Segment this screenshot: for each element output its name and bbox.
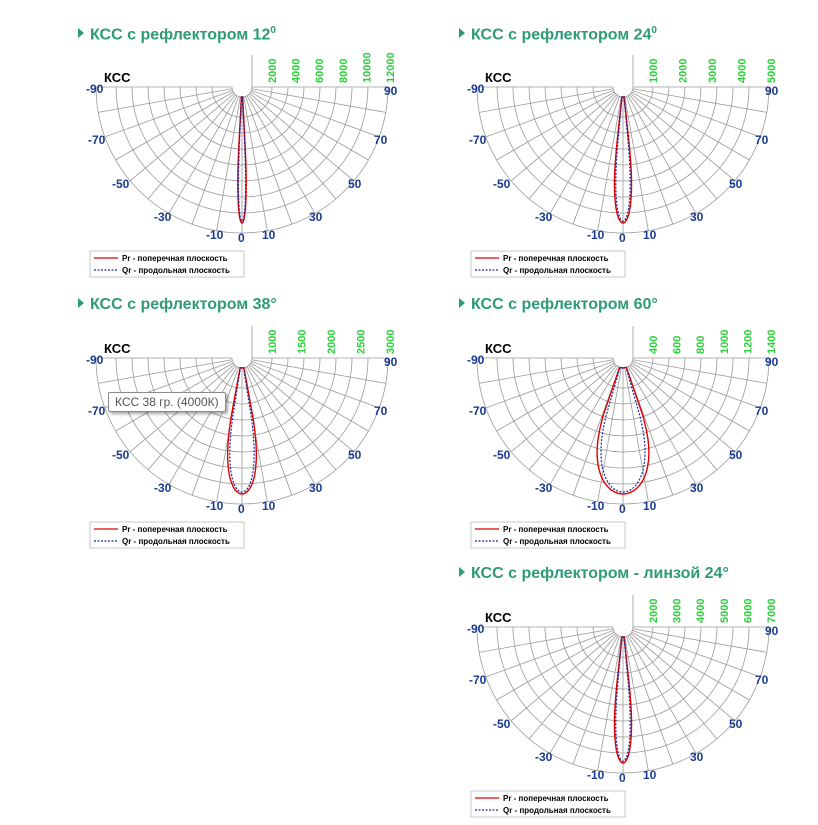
angle-label: 90 <box>765 355 779 369</box>
grid-spoke--50 <box>511 633 615 720</box>
grid-spoke--20 <box>573 96 620 224</box>
grid-spoke-80 <box>252 360 386 384</box>
angle-label: -50 <box>493 448 511 462</box>
angle-label: -10 <box>587 499 605 513</box>
intensity-tick-label: 1000 <box>648 58 660 83</box>
chart-heading: КСС <box>485 610 512 625</box>
grid-spoke--50 <box>511 364 615 451</box>
angle-label: 70 <box>374 133 388 147</box>
grid-spoke-40 <box>629 366 716 470</box>
chart-legend <box>471 522 625 548</box>
grid-spoke--70 <box>486 361 614 408</box>
intensity-tick-label: 600 <box>671 335 684 354</box>
grid-spoke--80 <box>479 629 613 653</box>
grid-spoke--10 <box>598 637 622 771</box>
angle-label: 0 <box>619 771 626 785</box>
grid-spoke-40 <box>248 95 335 199</box>
grid-spoke-50 <box>631 364 735 451</box>
angle-label: 0 <box>619 502 626 516</box>
angle-label: -10 <box>206 228 224 242</box>
angle-label: 10 <box>643 499 657 513</box>
angle-label: 90 <box>765 624 779 638</box>
angle-label: -50 <box>493 177 511 191</box>
angle-label: -50 <box>493 717 511 731</box>
intensity-tick-label: 2000 <box>648 598 660 623</box>
intensity-tick-label: 2500 <box>355 329 368 354</box>
chart-heading: КСС <box>104 70 131 85</box>
grid-spoke--40 <box>529 366 616 470</box>
grid-spoke-10 <box>625 637 649 771</box>
intensity-tick-label: 1000 <box>718 329 731 354</box>
angle-label: 30 <box>690 750 704 764</box>
angle-label: 90 <box>384 355 398 369</box>
grid-spoke--10 <box>598 97 622 231</box>
grid-spoke--80 <box>98 360 232 384</box>
chart-panel-24 <box>459 25 818 285</box>
legend-qr-label: Qr - продольная плоскость <box>503 806 611 815</box>
chart-legend <box>471 251 625 277</box>
angle-label: 50 <box>348 177 362 191</box>
intensity-tick-label: 3000 <box>385 329 397 354</box>
grid-spoke-50 <box>631 93 735 180</box>
angle-label: -30 <box>535 210 553 224</box>
angle-label: 50 <box>729 717 743 731</box>
angle-label: -90 <box>467 82 485 96</box>
grid-spoke--20 <box>192 96 239 224</box>
legend-pr-label: Pr - поперечная плоскость <box>122 525 228 534</box>
intensity-tick-label: 4000 <box>736 58 749 83</box>
chart-panel-12 <box>78 25 438 285</box>
grid-spoke-20 <box>626 96 673 224</box>
chart-heading: КСС <box>104 341 131 356</box>
grid-spoke-50 <box>250 93 354 180</box>
chart-title-sup: 0 <box>270 25 276 36</box>
grid-spoke-70 <box>632 90 760 137</box>
angle-label: -30 <box>154 210 172 224</box>
grid-spoke-70 <box>251 90 379 137</box>
grid-spoke--80 <box>98 89 232 113</box>
intensity-tick-label: 1200 <box>742 329 755 354</box>
legend-pr-label: Pr - поперечная плоскость <box>503 525 609 534</box>
grid-spoke-70 <box>632 361 760 408</box>
grid-spoke--40 <box>529 635 616 739</box>
grid-spoke-80 <box>633 89 767 113</box>
angle-label: 10 <box>262 228 276 242</box>
chart-title-text: КСС с рефлектором 24 <box>471 26 652 44</box>
intensity-tick-label: 7000 <box>766 598 778 623</box>
intensity-tick-label: 1400 <box>766 329 778 354</box>
grid-spoke-20 <box>626 636 673 764</box>
legend-qr-label: Qr - продольная плоскость <box>122 266 230 275</box>
intensity-tick-label: 1500 <box>296 329 309 354</box>
angle-label: 0 <box>619 231 626 245</box>
grid-spoke--40 <box>529 95 616 199</box>
angle-label: 30 <box>309 210 323 224</box>
grid-spoke-10 <box>244 97 268 231</box>
angle-label: 90 <box>384 84 398 98</box>
grid-spoke--70 <box>486 630 614 677</box>
angle-label: -70 <box>469 133 487 147</box>
polar-chart <box>78 25 438 285</box>
grid-spoke-40 <box>629 635 716 739</box>
legend-qr-label: Qr - продольная плоскость <box>503 537 611 546</box>
angle-label: -50 <box>112 177 130 191</box>
chart-tooltip: КСС 38 гр. (4000К) <box>108 392 226 412</box>
grid-spoke--70 <box>105 90 233 137</box>
intensity-tick-label: 3000 <box>707 58 719 83</box>
chart-title-text: КСС с рефлектором 60° <box>471 296 658 313</box>
grid-spoke-80 <box>633 360 767 384</box>
angle-label: -90 <box>467 353 485 367</box>
intensity-tick-label: 400 <box>648 335 660 354</box>
chart-panel-60 <box>459 296 818 556</box>
grid-spoke-50 <box>250 364 354 451</box>
grid-spoke--20 <box>573 636 620 764</box>
angle-label: 30 <box>690 481 704 495</box>
polar-chart <box>78 296 438 556</box>
angle-label: 50 <box>729 448 743 462</box>
polar-chart <box>459 25 818 285</box>
chart-panel-lens-24 <box>459 565 818 825</box>
grid-spoke-40 <box>629 95 716 199</box>
angle-label: 90 <box>765 84 779 98</box>
angle-label: -30 <box>535 750 553 764</box>
grid-spoke--80 <box>479 360 613 384</box>
chart-heading: КСС <box>485 341 512 356</box>
intensity-tick-label: 4000 <box>695 598 708 623</box>
intensity-tick-label: 3000 <box>671 598 684 623</box>
angle-label: 50 <box>729 177 743 191</box>
intensity-tick-label: 4000 <box>290 58 303 83</box>
grid-spoke--70 <box>486 90 614 137</box>
angle-label: 70 <box>755 673 769 687</box>
chart-title-text: КСС с рефлектором 12 <box>90 26 271 44</box>
angle-label: -10 <box>587 228 605 242</box>
grid-spoke-80 <box>252 89 386 113</box>
angle-label: -10 <box>587 768 605 782</box>
grid-spoke-10 <box>625 368 649 502</box>
intensity-tick-label: 8000 <box>337 58 350 83</box>
chart-legend <box>90 522 244 548</box>
intensity-tick-label: 6000 <box>742 598 755 623</box>
grid-spoke--20 <box>192 367 239 495</box>
grid-spoke--10 <box>598 368 622 502</box>
angle-label: 0 <box>238 231 245 245</box>
angle-label: -90 <box>86 353 104 367</box>
intensity-tick-label: 10000 <box>361 52 374 83</box>
angle-label: -50 <box>112 448 130 462</box>
angle-label: -30 <box>535 481 553 495</box>
grid-spoke-70 <box>251 361 379 408</box>
angle-label: -90 <box>86 82 104 96</box>
angle-label: -70 <box>469 673 487 687</box>
angle-label: 10 <box>262 499 276 513</box>
angle-label: 10 <box>643 768 657 782</box>
intensity-tick-label: 12000 <box>385 52 397 83</box>
polar-chart <box>459 565 818 825</box>
legend-pr-label: Pr - поперечная плоскость <box>503 794 609 803</box>
grid-spoke-80 <box>633 629 767 653</box>
chart-panel-38 <box>78 296 438 556</box>
angle-label: 30 <box>690 210 704 224</box>
intensity-tick-label: 2000 <box>326 329 338 354</box>
grid-spoke--50 <box>511 93 615 180</box>
grid-spoke--50 <box>130 93 234 180</box>
angle-label: 0 <box>238 502 245 516</box>
angle-label: 70 <box>755 404 769 418</box>
chart-title-text: КСС с рефлектором - линзой 24° <box>471 565 729 582</box>
legend-pr-label: Pr - поперечная плоскость <box>503 254 609 263</box>
legend-pr-label: Pr - поперечная плоскость <box>122 254 228 263</box>
grid-spoke-20 <box>245 96 292 224</box>
chart-legend <box>90 251 244 277</box>
grid-spoke-10 <box>625 97 649 231</box>
grid-spoke-50 <box>631 633 735 720</box>
angle-label: -30 <box>154 481 172 495</box>
intensity-tick-label: 5000 <box>766 58 778 83</box>
angle-label: -10 <box>206 499 224 513</box>
polar-chart <box>459 296 818 556</box>
angle-label: -70 <box>469 404 487 418</box>
grid-spoke-70 <box>632 630 760 677</box>
intensity-tick-label: 1000 <box>267 329 279 354</box>
grid-spoke--40 <box>148 95 235 199</box>
intensity-tick-label: 6000 <box>314 58 327 83</box>
intensity-tick-label: 5000 <box>718 598 731 623</box>
intensity-tick-label: 2000 <box>677 58 690 83</box>
legend-qr-label: Qr - продольная плоскость <box>122 537 230 546</box>
angle-label: 70 <box>755 133 769 147</box>
angle-label: 50 <box>348 448 362 462</box>
chart-title-sup: 0 <box>651 25 657 36</box>
chart-title-text: КСС с рефлектором 38° <box>90 296 277 313</box>
grid-spoke--80 <box>479 89 613 113</box>
grid-spoke--40 <box>148 366 235 470</box>
grid-spoke--10 <box>217 97 241 231</box>
grid-spoke-40 <box>248 366 335 470</box>
legend-qr-label: Qr - продольная плоскость <box>503 266 611 275</box>
intensity-tick-label: 2000 <box>267 58 279 83</box>
intensity-tick-label: 800 <box>695 335 708 354</box>
angle-label: 30 <box>309 481 323 495</box>
angle-label: 70 <box>374 404 388 418</box>
angle-label: -70 <box>88 133 106 147</box>
chart-legend <box>471 791 625 817</box>
angle-label: 10 <box>643 228 657 242</box>
angle-label: -90 <box>467 622 485 636</box>
angle-label: -70 <box>88 404 106 418</box>
chart-heading: КСС <box>485 70 512 85</box>
